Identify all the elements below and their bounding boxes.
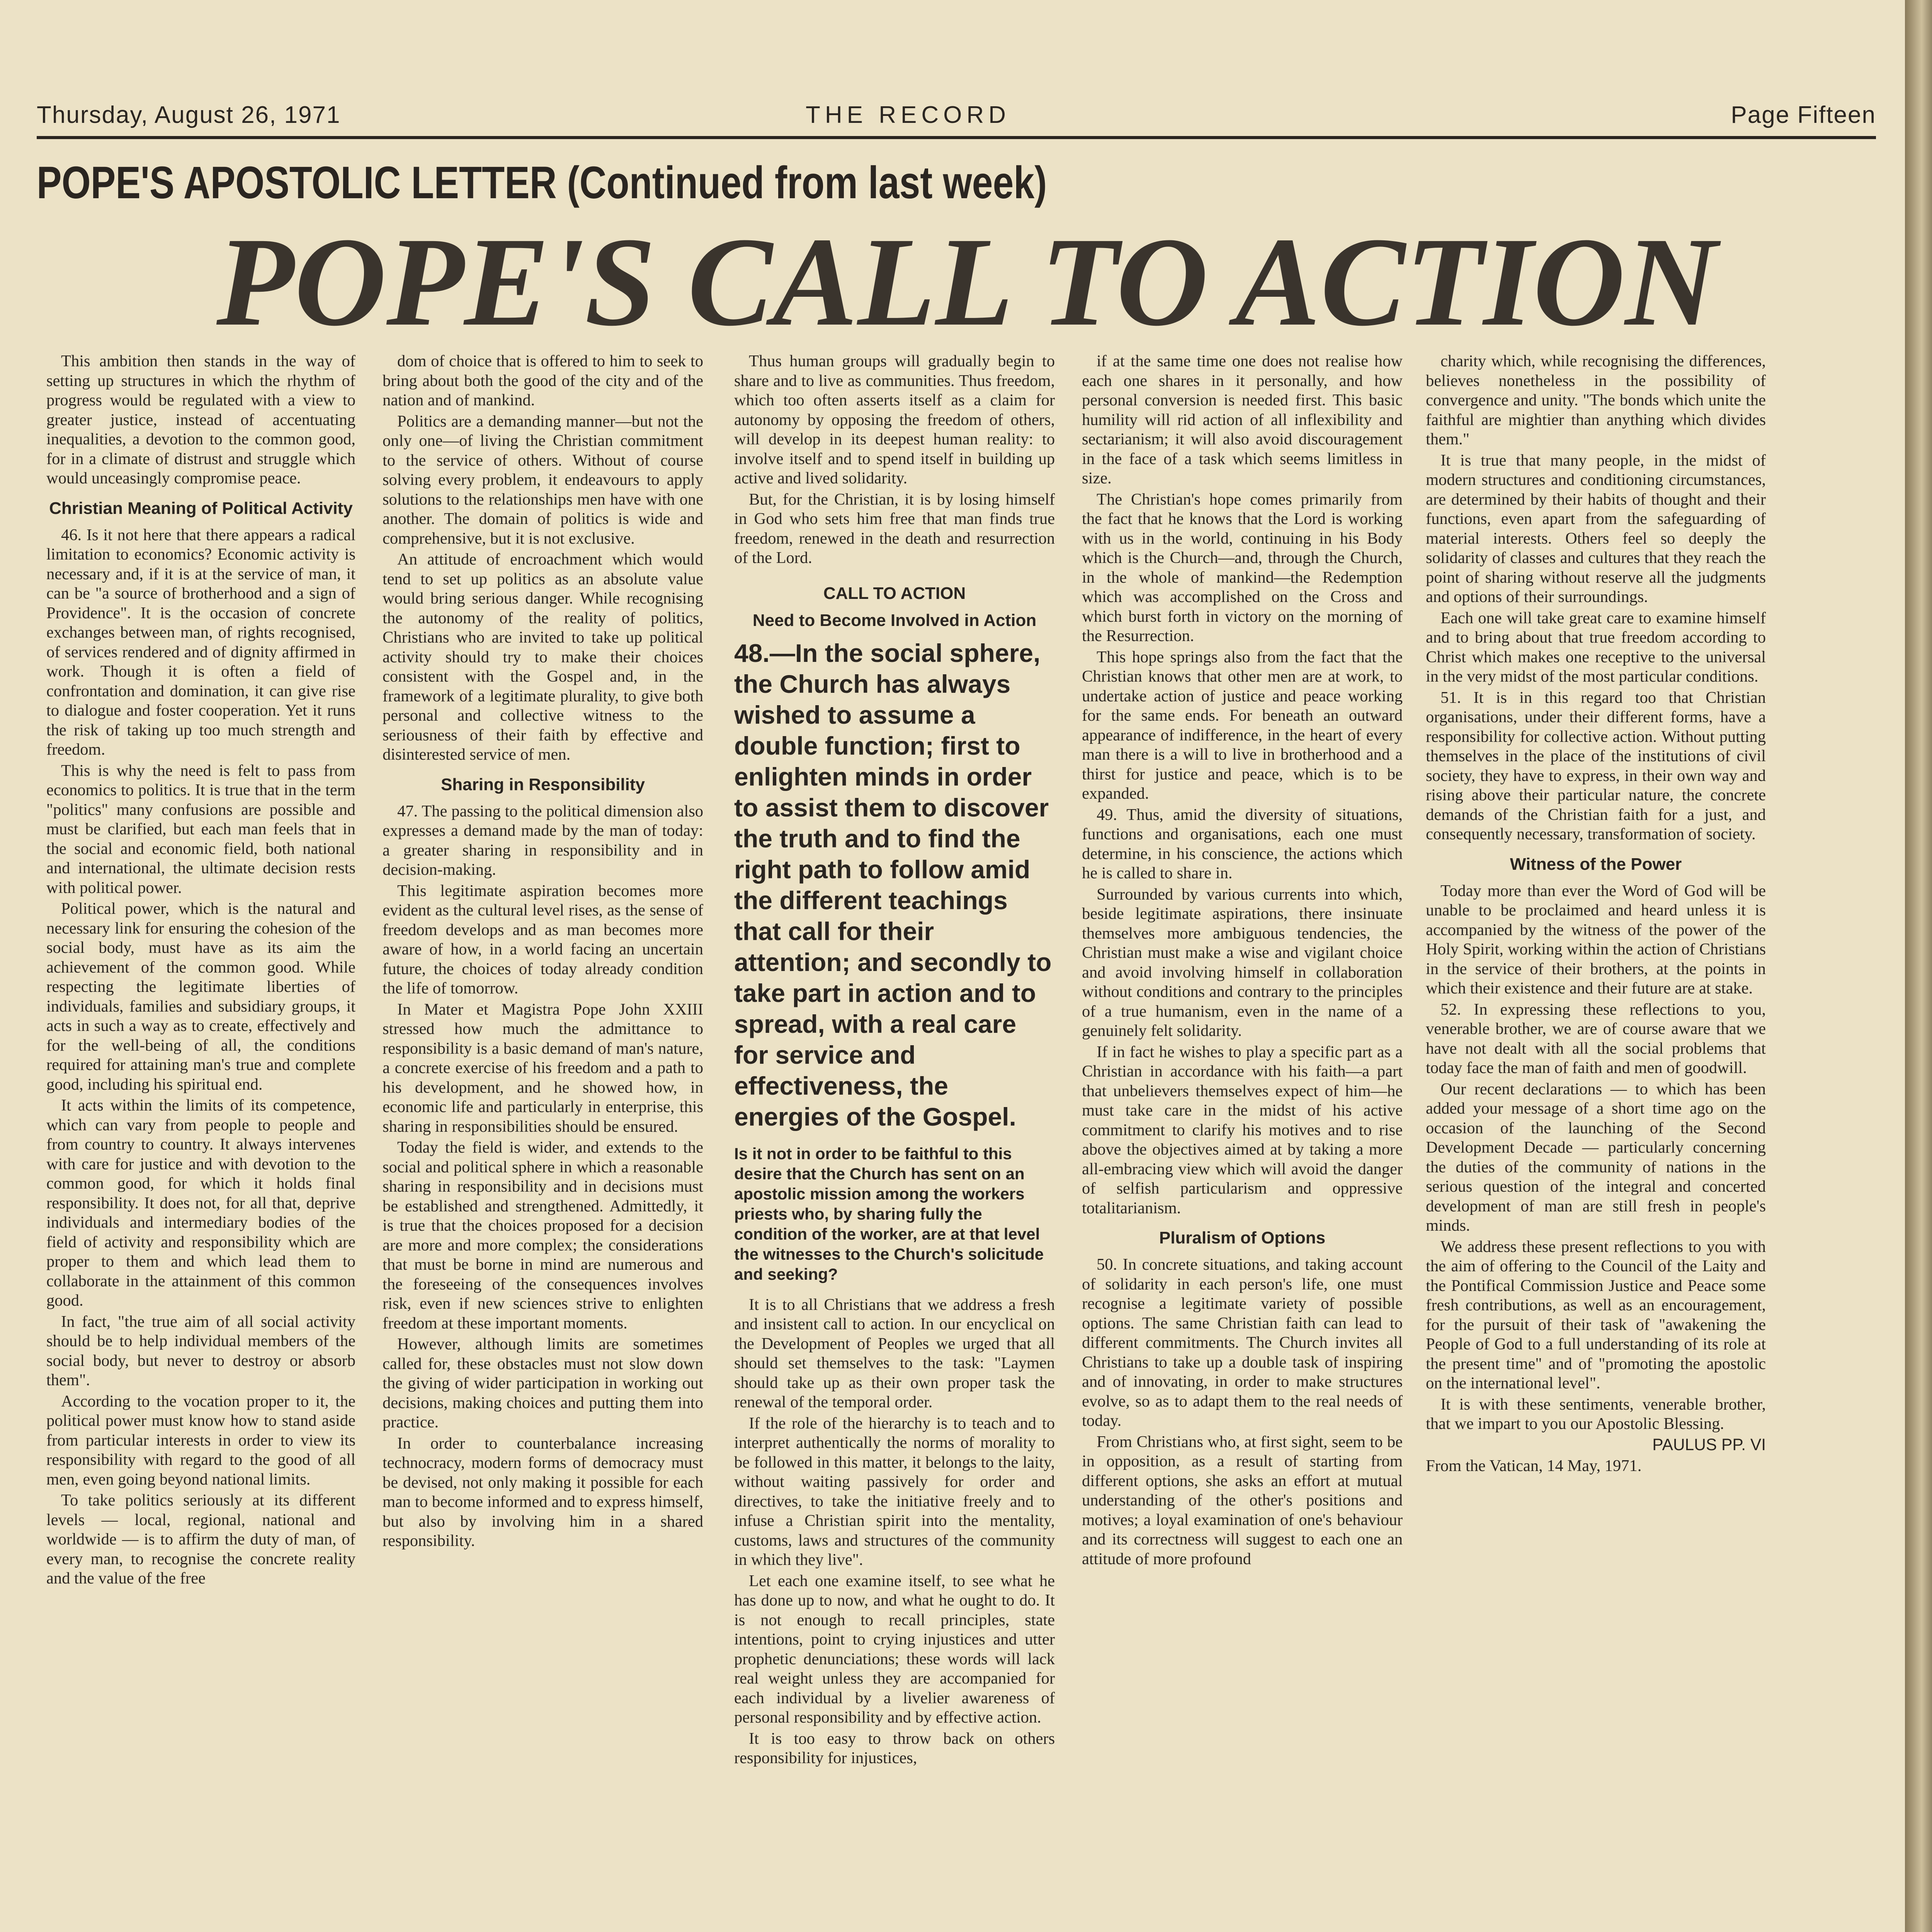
issue-date: Thursday, August 26, 1971 (37, 102, 341, 128)
paragraph: Politics are a demanding manner—but not the only one—of living the Christian commitment to the service of others. Without of course solving every problem, it endeavours to apply solutions to the relationships men have with one another. The domain of politics is wide and comprehensive, but it is not exclusive. (383, 412, 703, 548)
article-column-2 (383, 352, 703, 1932)
article-column-5 (1426, 352, 1766, 1932)
paragraph: An attitude of encroachment which would tend to set up politics as an absolute value would bring serious danger. While recognising the autonomy of the reality of politics, Christians who are invited to take up political activity should try to make their choices consistent with the Gospel and, in the framework of a legitimate plurality, to give both personal and collective witness to the seriousness of their faith by effective and disinterested service of men. (383, 550, 703, 764)
subhead: Witness of the Power (1510, 854, 1682, 874)
paragraph: This ambition then stands in the way of setting up structures in which the rhythm of progress would be regulated with a view to greater justice, instead of accentuating inequalities, a devotion to the common good, for in a climate of distrust and struggle which would unceasingly compromise peace. (46, 352, 355, 487)
bold-paragraph: Is it not in order to be faithful to this desire that the Church has sent on an apostolic mission among the workers priests who, by sharing fully the condition of the worker, are at that level the witnesses to the Church's solicitude and seeking? (734, 1144, 1044, 1283)
subhead: Need to Become Involved in Action (752, 611, 1037, 630)
paragraph: charity which, while recognising the differences, believes nonetheless in the possibility of convergence and unity. "The bonds which unite the faithful are mightier than anything which divides them." (1426, 352, 1766, 448)
paper-name: THE RECORD (806, 102, 1010, 128)
paragraph: If in fact he wishes to play a specific part as a Christian in accordance with his faith—a part that unbelievers themselves expect of him—he must take care in the midst of his active commitment to clarify his motives and to rise above the objectives aimed at by taking a more all-embracing view which will avoid the danger of selfish particularism and oppressive totalitarianism. (1082, 1043, 1403, 1217)
paragraph: 46. Is it not here that there appears a radical limitation to economics? Economic activity is necessary and, if it is at the service of man, it can be "a source of brotherhood and a sign of Providence". It is the occasion of concrete exchanges between man, of rights recognised, of services rendered and of dignity affirmed in work. Though it is often a field of confrontation and domination, it can give rise to dialogue and foster cooperation. Yet it runs the risk of taking up too much strength and freedom. (46, 526, 355, 759)
folio-line (37, 101, 1876, 132)
paragraph: However, although limits are sometimes called for, these obstacles must not slow down the giving of wider participation in working out decisions, making choices and putting them into practice. (383, 1335, 703, 1431)
paragraph: It is too easy to throw back on others responsibility for injustices, (734, 1729, 1055, 1767)
paragraph: According to the vocation proper to it, the political power must know how to stand aside from particular interests in order to view its responsibility with regard to the good of all men, even going beyond national limits. (46, 1392, 355, 1488)
paragraph: The Christian's hope comes primarily from the fact that he knows that the Lord is working with us in the world, continuing in his Body which is the Church—and, through the Church, in the whole of mankind—the Redemption which was accomplished on the Cross and which burst forth in victory on the morning of the Resurrection. (1082, 490, 1403, 645)
paragraph: This hope springs also from the fact that the Christian knows that other men are at work, to undertake action of justice and peace working for the same ends. For beneath an outward appearance of indifference, in the heart of every man there is a will to live in brotherhood and a thirst for justice and peace, which is to be expanded. (1082, 648, 1403, 803)
binding-spine (1905, 0, 1932, 1932)
paragraph: It is true that many people, in the midst of modern structures and conditioning circumstances, are determined by their habits of thought and their functions, even apart from the safeguarding of material interests. Others feel so deeply the solidarity of classes and cultures that they reach the point of sharing without reserve all the judgments and options of their surroundings. (1426, 451, 1766, 606)
article-column-3 (734, 352, 1055, 1932)
paragraph: dom of choice that is offered to him to seek to bring about both the good of the city and of the nation and of mankind. (383, 352, 703, 409)
paragraph: 52. In expressing these reflections to you, venerable brother, we are of course aware that we have not dealt with all the social problems that today face the man of faith and men of goodwill. (1426, 1000, 1766, 1077)
paragraph: Our recent declarations — to which has been added your message of a short time ago on the occasion of the launching of the Second Development Decade — particularly concerning the duties of the community of nations in the serious question of the integral and concerted development of man are still fresh in people's minds. (1426, 1080, 1766, 1235)
subhead: Pluralism of Options (1159, 1228, 1326, 1247)
paragraph: It is with these sentiments, venerable brother, that we impart to you our Apostolic Blessing. (1426, 1395, 1766, 1433)
paragraph: This is why the need is felt to pass from economics to politics. It is true that in the term "politics" many confusions are possible and must be clarified, but each man feels that in the social and economic field, both national and international, the ultimate decision rests with political power. (46, 761, 355, 897)
paragraph: Thus human groups will gradually begin to share and to live as communities. Thus freedom, which too often asserts itself as a claim for autonomy by opposing the freedom of others, will develop in its deepest human reality: to involve itself and to spend itself in building up active and lived solidarity. (734, 352, 1055, 487)
paragraph: It is to all Christians that we address a fresh and insistent call to action. In our encyclical on the Development of Peoples we urged that all should set themselves to the task: "Laymen should take up as their own proper task the renewal of the temporal order. (734, 1295, 1055, 1411)
paragraph: 50. In concrete situations, and taking account of solidarity in each person's life, one must recognise a legitimate variety of possible options. The same Christian faith can lead to different commitments. The Church invites all Christians to take up a double task of inspiring and of innovating, in order to make structures evolve, so as to adapt them to the real needs of today. (1082, 1255, 1403, 1430)
section-heading: CALL TO ACTION (823, 583, 966, 603)
folio-rule (37, 136, 1876, 139)
paragraph: Let each one examine itself, to see what he has done up to now, and what he ought to do. It is not enough to recall principles, state intentions, point to crying injustices and utter prophetic denunciations; these words will lack real weight unless they are accompanied for each individual by a livelier awareness of personal responsibility and by effective action. (734, 1571, 1055, 1726)
paragraph: This legitimate aspiration becomes more evident as the cultural level rises, as the sense of freedom develops and as man becomes more aware of how, in a world facing an uncertain future, the choices of today already condition the life of tomorrow. (383, 881, 703, 997)
paragraph: 51. It is in this regard too that Christian organisations, under their different forms, have a responsibility for collective action. Without putting themselves in the place of the institutions of civil society, they have to express, in their own way and rising above their particular nature, the concrete demands of the Christian faith for a just, and consequently necessary, transformation of society. (1426, 688, 1766, 843)
paragraph: Surrounded by various currents into which, beside legitimate aspirations, there insinuate themselves more ambiguous tendencies, the Christian must make a wise and vigilant choice and avoid involving himself in collaboration without conditions and contrary to the principles of a true humanism, even in the name of a genuinely felt solidarity. (1082, 885, 1403, 1040)
paragraph: It acts within the limits of its competence, which can vary from people to people and from country to country. It always intervenes with care for justice and with devotion to the common good, for which it holds final responsibility. It does not, for all that, deprive individuals and intermediary bodies of the field of activity and responsibility which are proper to them and which lead them to collaborate in the attainment of this common good. (46, 1096, 355, 1310)
paragraph: Political power, which is the natural and necessary link for ensuring the cohesion of the social body, must have as its aim the achievement of the common good. While respecting the legitimate liberties of individuals, families and subsidiary groups, it acts in such a way as to create, effectively and for the well-being of all, the conditions required for attaining man's true and complete good, including his spiritual end. (46, 900, 355, 1094)
paragraph: Each one will take great care to examine himself and to bring about that true freedom according to Christ which makes one receptive to the universal in the very midst of the most particular conditions. (1426, 609, 1766, 685)
dateline: From the Vatican, 14 May, 1971. (1426, 1457, 1642, 1475)
lead-paragraph: 48.—In the social sphere, the Church has always wished to assume a double function; first to enlighten minds in order to assist them to discover the truth and to find the right path to follow amid the different teachings that call for their attention; and secondly to take part in action and to spread, with a real care for service and effectiveness, the energies of the Gospel. (734, 638, 1052, 1131)
paragraph: Today more than ever the Word of God will be unable to be proclaimed and heard unless it is accompanied by the witness of the power of the Holy Spirit, working within the action of Christians in the service of their brothers, at the points in which their existence and their future are at stake. (1426, 881, 1766, 997)
paragraph: Today the field is wider, and extends to the social and political sphere in which a reasonable sharing in responsibility and in decisions must be established and strengthened. Admittedly, it is true that the choices proposed for a decision are more and more complex; the considerations that must be borne in mind are numerous and the foreseeing of the consequences involves risk, even if new sciences strive to enlighten freedom at these important moments. (383, 1138, 703, 1332)
subhead: Christian Meaning of Political Activity (49, 498, 353, 518)
paragraph: To take politics seriously at its different levels — local, regional, national and worldwide — is to affirm the duty of man, of every man, to recognise the concrete reality and the value of the free (46, 1491, 355, 1587)
article-column-4 (1082, 352, 1403, 1932)
subhead: Sharing in Responsibility (440, 775, 645, 794)
article-headline: POPE'S CALL TO ACTION (216, 211, 1717, 352)
paragraph: 49. Thus, amid the diversity of situations, functions and organisations, each one must determine, in his conscience, the actions which he is called to share in. (1082, 805, 1403, 882)
paragraph: We address these present reflections to you with the aim of offering to the Council of the Laity and the Pontifical Commission Justice and Peace some fresh contributions, as well as an encouragement, for the pursuit of their task of "awakening the People of God to a full understanding of its role at the present time" and of "promoting the apostolic on the international level". (1426, 1237, 1766, 1392)
page-number: Page Fifteen (1731, 102, 1876, 128)
paragraph: if at the same time one does not realise how each one shares in it personally, and how personal conversion is needed first. This basic humility will rid action of all inflexibility and sectarianism; it will also avoid discouragement in the face of a task which seems limitless in size. (1082, 352, 1403, 487)
paragraph: In Mater et Magistra Pope John XXIII stressed how much the admittance to responsibility is a basic demand of man's nature, a concrete exercise of his freedom and a path to his development, and he showed how, in economic life and particularly in enterprise, this sharing in responsibilities should be ensured. (383, 1000, 703, 1136)
article-column-1 (46, 352, 355, 1932)
paragraph: From Christians who, at first sight, seem to be in opposition, as a result of starting from different options, she asks an effort at mutual understanding of the other's positions and motives; a loyal examination of one's behaviour and its correctness will suggest to each one an attitude of more profound (1082, 1432, 1403, 1568)
article-kicker: POPE'S APOSTOLIC LETTER (Continued from last week) (37, 157, 1047, 208)
paragraph: 47. The passing to the political dimension also expresses a demand made by the man of today: a greater sharing in responsibility and in decision-making. (383, 802, 703, 879)
paragraph: In order to counterbalance increasing technocracy, modern forms of democracy must be devised, not only making it possible for each man to become informed and to express himself, but also by involving him in a shared responsibility. (383, 1434, 703, 1550)
paragraph: In fact, "the true aim of all social activity should be to help individual members of the social body, but never to destroy or absorb them". (46, 1312, 355, 1389)
paragraph: But, for the Christian, it is by losing himself in God who sets him free that man finds true freedom, renewed in the death and resurrection of the Lord. (734, 490, 1055, 567)
signature: PAULUS PP. VI (1652, 1435, 1766, 1454)
paragraph: If the role of the hierarchy is to teach and to interpret authentically the norms of morality to be followed in this matter, it belongs to the laity, without waiting passively for order and directives, to take the initiative freely and to infuse a Christian spirit into the mentality, customs, laws and structures of the community in which they live". (734, 1414, 1055, 1569)
